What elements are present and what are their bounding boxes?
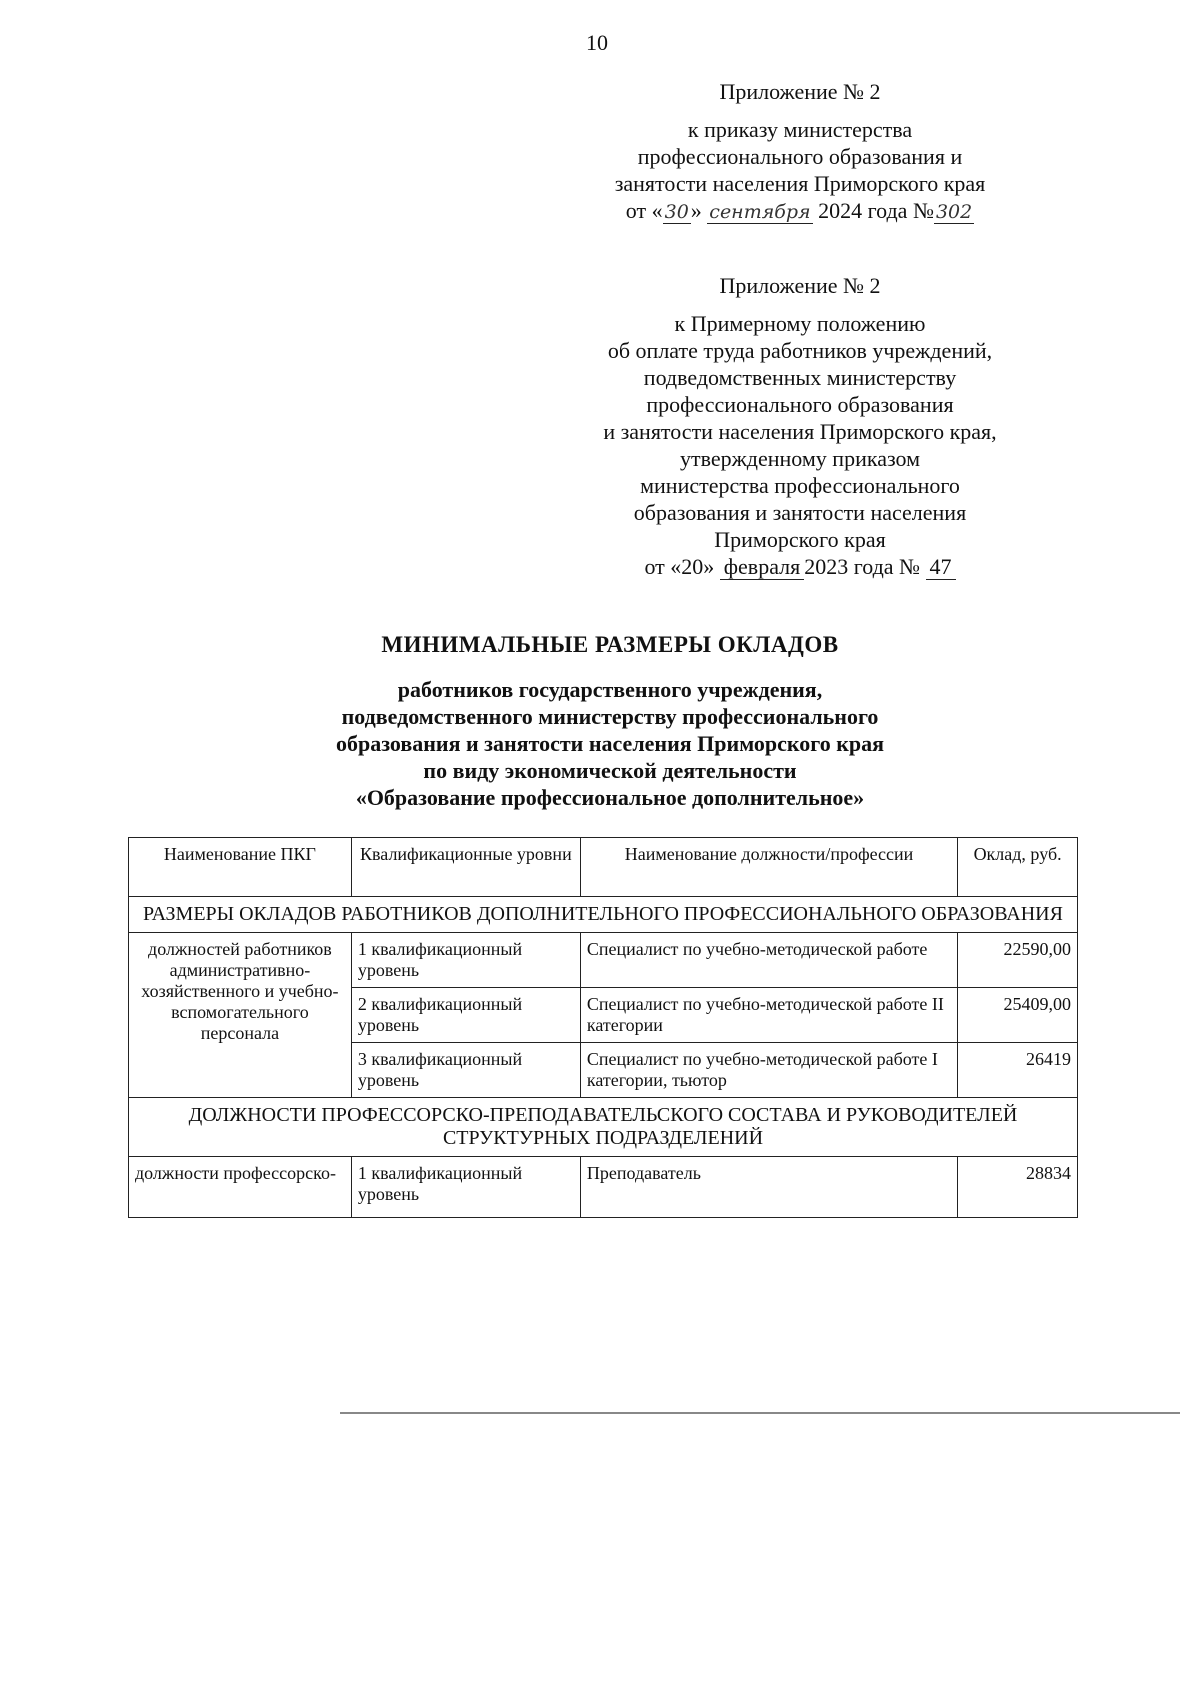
salary-cell: 25409,00: [958, 988, 1078, 1043]
appendix-1-line: профессионального образования и: [637, 144, 963, 169]
header-salary: Оклад, руб.: [958, 838, 1078, 897]
appendix-2-line: министерства профессионального: [640, 473, 960, 498]
pkg-group-2: должности профессорско-: [129, 1157, 352, 1218]
appendix-2-line: утвержденному приказом: [679, 446, 921, 471]
salary-cell: 26419: [958, 1043, 1078, 1098]
document-title: МИНИМАЛЬНЫЕ РАЗМЕРЫ ОКЛАДОВ: [381, 632, 839, 657]
section-2-title: ДОЛЖНОСТИ ПРОФЕССОРСКО-ПРЕПОДАВАТЕЛЬСКОГО СОСТАВА И РУКОВОДИТЕЛЕЙ СТРУКТУРНЫХ ПОДРАЗДЕЛЕНИЙ: [129, 1098, 1078, 1157]
position-cell: Специалист по учебно-методической работе II категории: [580, 988, 957, 1043]
position-cell: Специалист по учебно-методической работе I категории, тьютор: [580, 1043, 957, 1098]
salary-cell: 22590,00: [958, 933, 1078, 988]
subtitle-line: образования и занятости населения Приморского края: [335, 731, 885, 756]
appendix-2-date-line: [520, 553, 1080, 580]
salary-table: [128, 837, 1078, 1218]
order-number: 47: [926, 554, 956, 580]
appendix-1-header: [540, 78, 1060, 226]
appendix-2-line: образования и занятости населения: [633, 500, 967, 525]
table-row: [129, 1157, 1078, 1218]
appendix-2-line: Приморского края: [714, 527, 886, 552]
appendix-2-line: об оплате труда работников учреждений,: [607, 338, 993, 363]
salary-cell: 28834: [958, 1157, 1078, 1218]
appendix-1-line: к приказу министерства: [687, 117, 913, 142]
handwritten-number: 302: [935, 201, 973, 223]
header-levels: Квалификационные уровни: [351, 838, 580, 897]
date-year: 2023 года №: [804, 554, 921, 579]
appendix-2-line: профессионального образования: [646, 392, 954, 417]
header-position: Наименование должности/профессии: [580, 838, 957, 897]
appendix-1-date-line: [540, 197, 1060, 226]
date-mid: »: [690, 198, 708, 223]
position-cell: Преподаватель: [580, 1157, 957, 1218]
header-pkg: Наименование ПКГ: [129, 838, 352, 897]
section-1-title: РАЗМЕРЫ ОКЛАДОВ РАБОТНИКОВ ДОПОЛНИТЕЛЬНОГО ПРОФЕССИОНАЛЬНОГО ОБРАЗОВАНИЯ: [129, 897, 1078, 933]
level-cell: 1 квалификационный уровень: [351, 933, 580, 988]
date-prefix: от «20»: [644, 554, 715, 579]
handwritten-month: сентября: [709, 201, 811, 223]
page-number: 10: [586, 30, 608, 55]
section-row: [129, 897, 1078, 933]
subtitle-line: по виду экономической деятельности: [423, 758, 797, 783]
date-month: февраля: [720, 554, 804, 580]
level-cell: 1 квалификационный уровень: [351, 1157, 580, 1218]
table-header-row: [129, 838, 1078, 897]
appendix-2-line: и занятости населения Приморского края,: [603, 419, 997, 444]
scan-artifact-line: [340, 1412, 1180, 1414]
appendix-2-line: к Примерному положению: [674, 311, 926, 336]
pkg-group-1: должностей работников административно-хозяйственного и учебно-вспомогательного персонала: [129, 933, 352, 1098]
subtitle-line: подведомственного министерству профессионального: [341, 704, 879, 729]
date-year: 2024 года №: [812, 198, 934, 223]
document-subtitle: [220, 676, 1000, 811]
date-prefix: от «: [625, 198, 663, 223]
level-cell: 2 квалификационный уровень: [351, 988, 580, 1043]
subtitle-line: «Образование профессиональное дополнительное»: [355, 785, 865, 810]
position-cell: Специалист по учебно-методической работе: [580, 933, 957, 988]
section-row: [129, 1098, 1078, 1157]
appendix-2-line: подведомственных министерству: [643, 365, 957, 390]
level-cell: 3 квалификационный уровень: [351, 1043, 580, 1098]
appendix-2-header: [520, 272, 1080, 580]
subtitle-line: работников государственного учреждения,: [397, 677, 823, 702]
table-row: [129, 933, 1078, 988]
appendix-1-line: занятости населения Приморского края: [614, 171, 986, 196]
appendix-1-title: Приложение № 2: [719, 79, 881, 104]
handwritten-day: 30: [664, 201, 689, 223]
appendix-2-title: Приложение № 2: [719, 273, 881, 298]
